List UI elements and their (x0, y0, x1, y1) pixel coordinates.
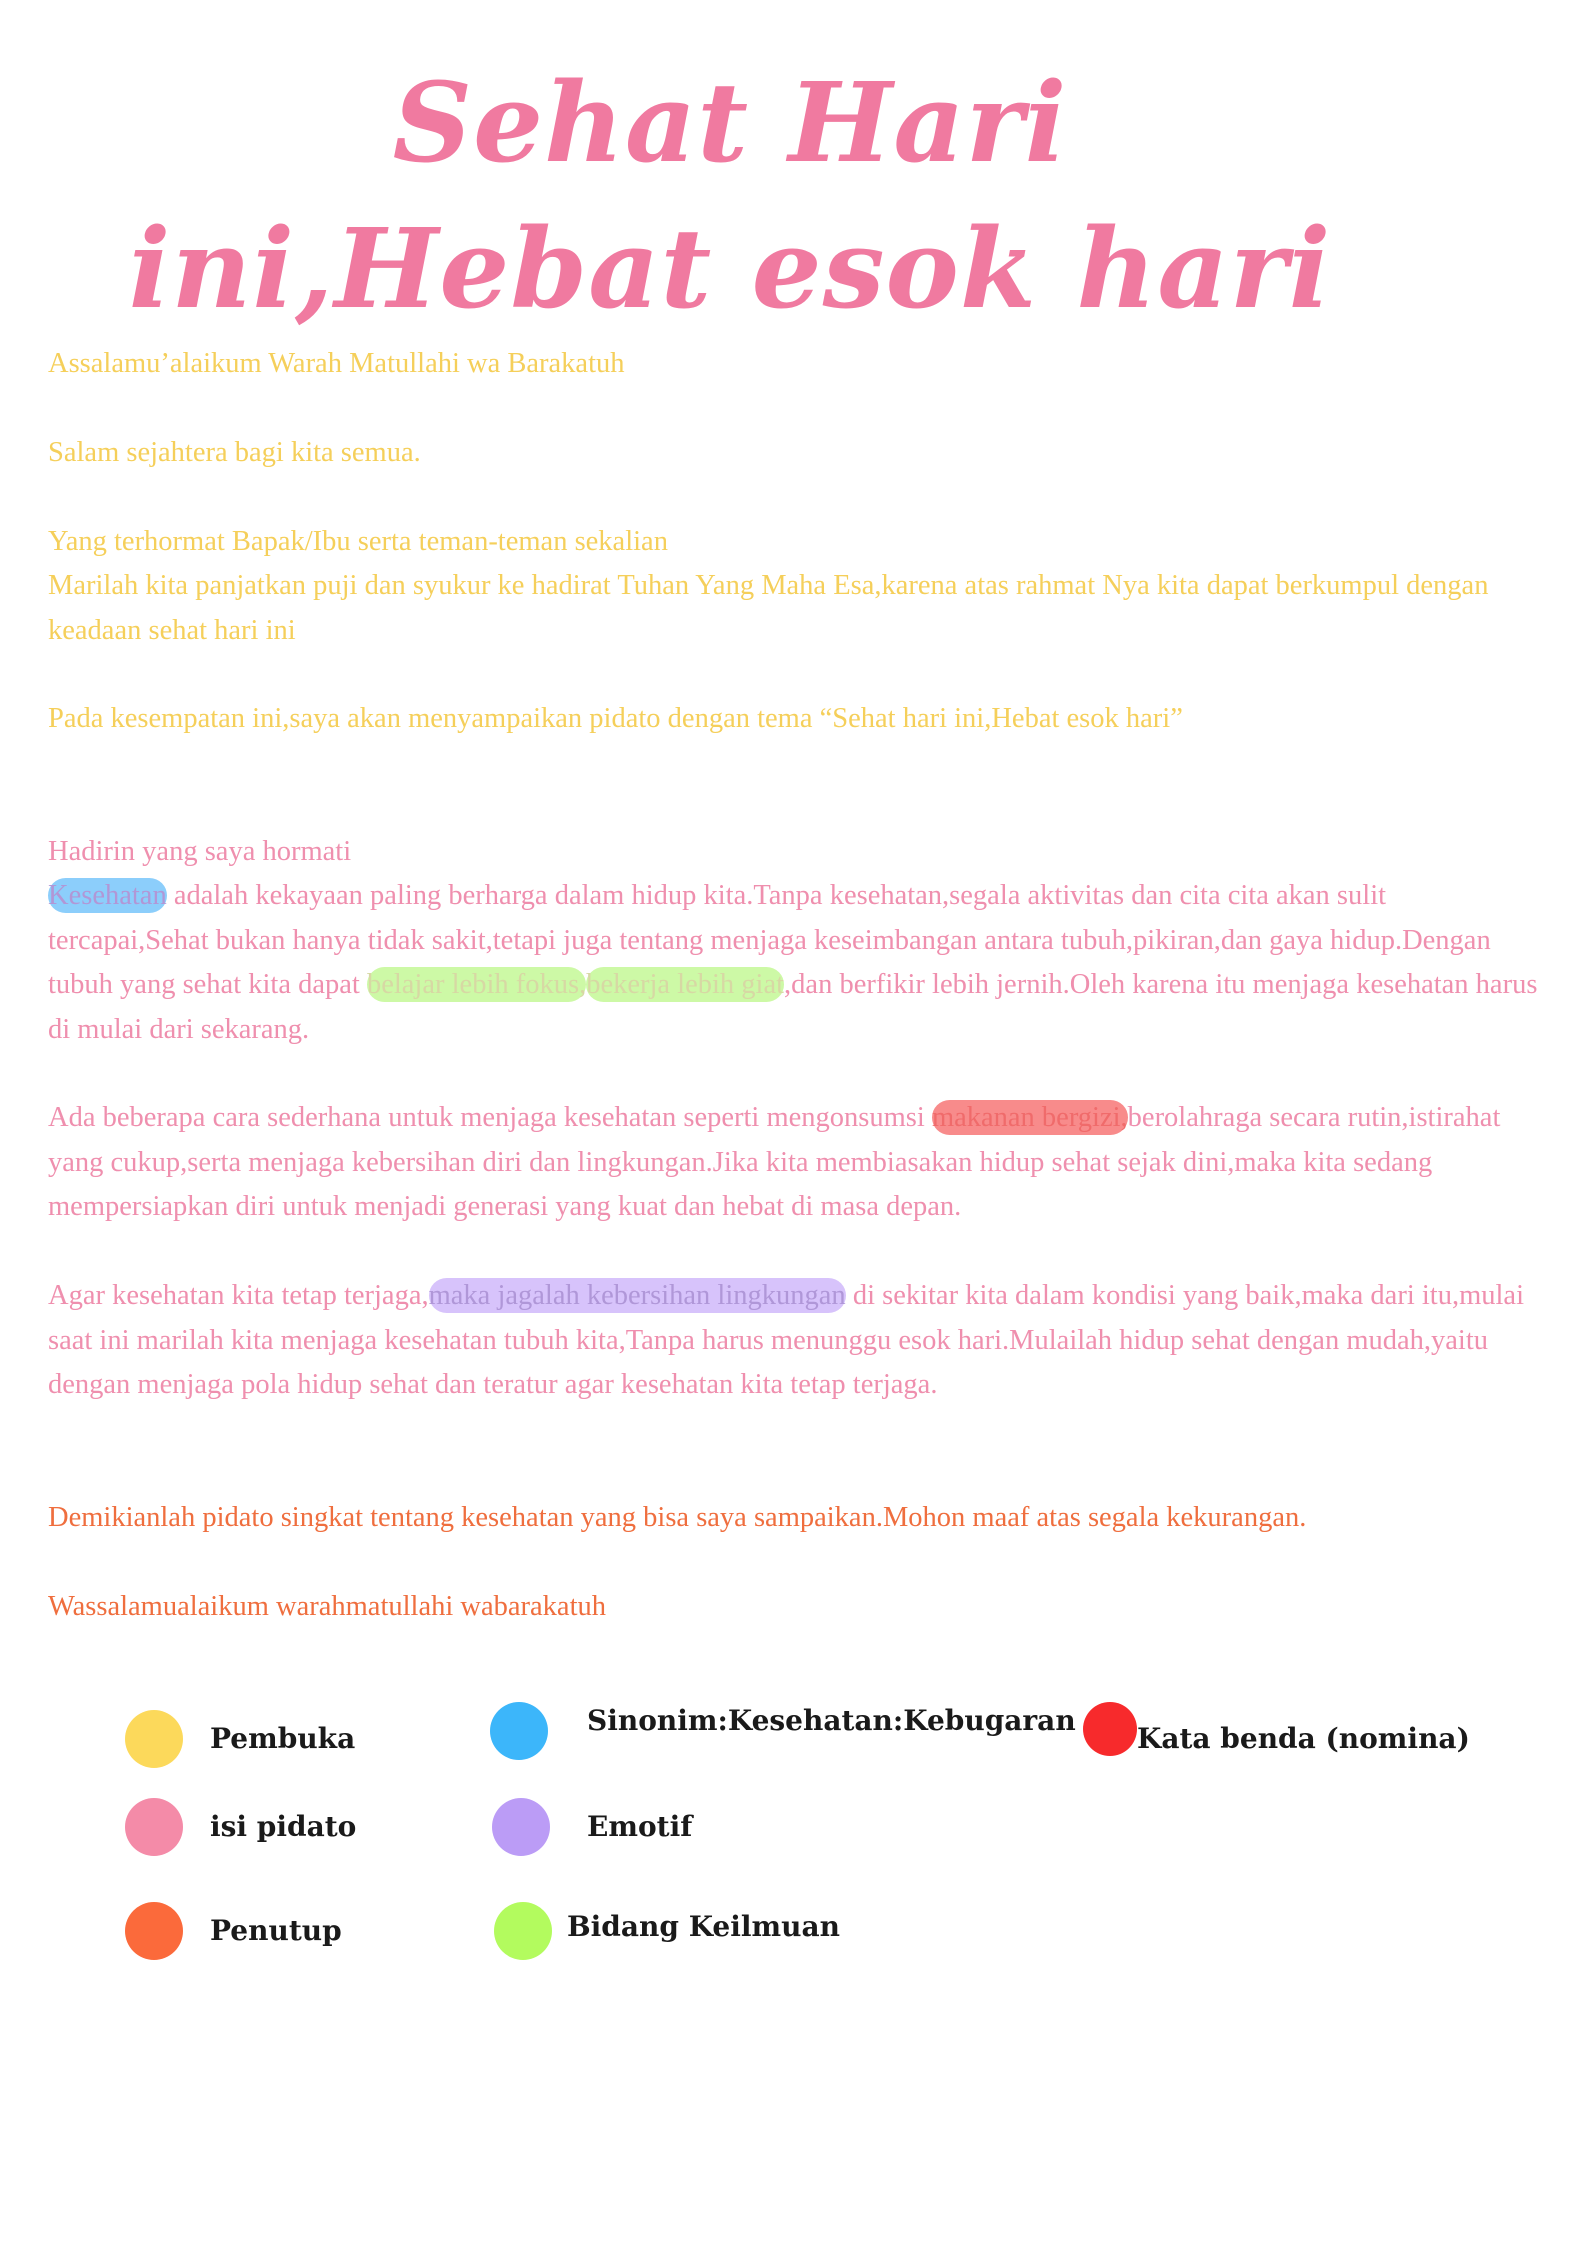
closing-summary: Demikianlah pidato singkat tentang kesehatan yang bisa saya sampaikan.Mohon maaf atas segala kekurangan. (48, 1502, 1307, 1533)
content-p1-text-b: ,dan berfikir lebih jernih.Oleh karena itu menjaga kesehatan harus di mulai dari sekarang. (48, 969, 1538, 1045)
opening-theme: Pada kesempatan ini,saya akan menyampaikan pidato dengan tema “Sehat hari ini,Hebat esok hari” (48, 703, 1183, 734)
legend-label-pembuka: Pembuka (210, 1722, 356, 1755)
content-p1-text-a: adalah kekayaan paling berharga dalam hidup kita.Tanpa kesehatan,segala aktivitas dan cita cita akan sulit tercapai,Sehat bukan hanya tidak sakit,tetapi juga tentang menjaga keseimbangan antara tubuh,pikiran,dan gaya hidup.Dengan tubuh yang sehat kita dapat (48, 880, 1491, 1000)
title-line-2: ini,Hebat esok hari (128, 204, 1332, 333)
content-paragraph-3 (48, 1274, 1548, 1408)
content-p3-text-a: Agar kesehatan kita tetap terjaga, (48, 1280, 429, 1311)
highlight-emotive: maka jagalah kebersihan lingkungan (428, 1280, 846, 1311)
legend-label-isi: isi pidato (210, 1810, 357, 1843)
content-p2-text-a: Ada beberapa cara sederhana untuk menjaga kesehatan seperti mengonsumsi (48, 1102, 932, 1133)
content-paragraph-2 (48, 1096, 1548, 1230)
legend-label-sinonim: Sinonim:Kesehatan:Kebugaran (587, 1704, 1076, 1737)
opening-greeting: Salam sejahtera bagi kita semua. (48, 437, 421, 468)
legend-dot-blue (490, 1702, 548, 1760)
legend-dot-orange (125, 1902, 183, 1960)
legend-label-nomina: Kata benda (nomina) (1137, 1722, 1470, 1755)
legend-label-penutup: Penutup (210, 1914, 342, 1947)
legend-label-keilmuan: Bidang Keilmuan (567, 1910, 840, 1943)
content-paragraph-1 (48, 874, 1548, 1052)
content-greeting: Hadirin yang saya hormati (48, 836, 352, 867)
content-p3-text-b: di sekitar kita dalam kondisi yang baik,maka dari itu,mulai saat ini marilah kita menjaga kesehatan tubuh kita,Tanpa harus menunggu esok hari.Mulailah hidup sehat dengan mudah,yaitu dengan menjaga pola hidup sehat dan teratur agar kesehatan kita tetap terjaga. (48, 1280, 1524, 1400)
closing-salam: Wassalamualaikum warahmatullahi wabarakatuh (48, 1591, 606, 1622)
legend-dot-purple (492, 1798, 550, 1856)
legend-dot-pink (125, 1798, 183, 1856)
opening-salam: Assalamu’alaikum Warah Matullahi wa Barakatuh (48, 348, 625, 379)
content-p2-text-b: berolahraga secara rutin,istirahat yang cukup,serta menjaga kebersihan diri dan lingkungan.Jika kita membiasakan hidup sehat sejak dini,maka kita sedang mempersiapkan diri untuk menjadi generasi yang kuat dan hebat di masa depan. (48, 1102, 1501, 1222)
legend-label-emotif: Emotif (587, 1810, 693, 1843)
highlight-synonym: Kesehatan (48, 880, 167, 911)
highlight-noun: makanan bergizi, (931, 1102, 1128, 1133)
legend-dot-red (1083, 1702, 1137, 1756)
opening-praise: Marilah kita panjatkan puji dan syukur ke hadirat Tuhan Yang Maha Esa,karena atas rahmat Nya kita dapat berkumpul dengan keadaan sehat hari ini (48, 570, 1489, 646)
highlight-field-1: belajar lebih fokus, (366, 969, 587, 1000)
opening-respect: Yang terhormat Bapak/Ibu serta teman-teman sekalian (48, 526, 668, 557)
highlight-field-2: bekerja lebih giat (586, 969, 785, 1000)
legend-dot-yellow (125, 1710, 183, 1768)
title-line-1: Sehat Hari (392, 58, 1068, 187)
legend-dot-green (494, 1902, 552, 1960)
